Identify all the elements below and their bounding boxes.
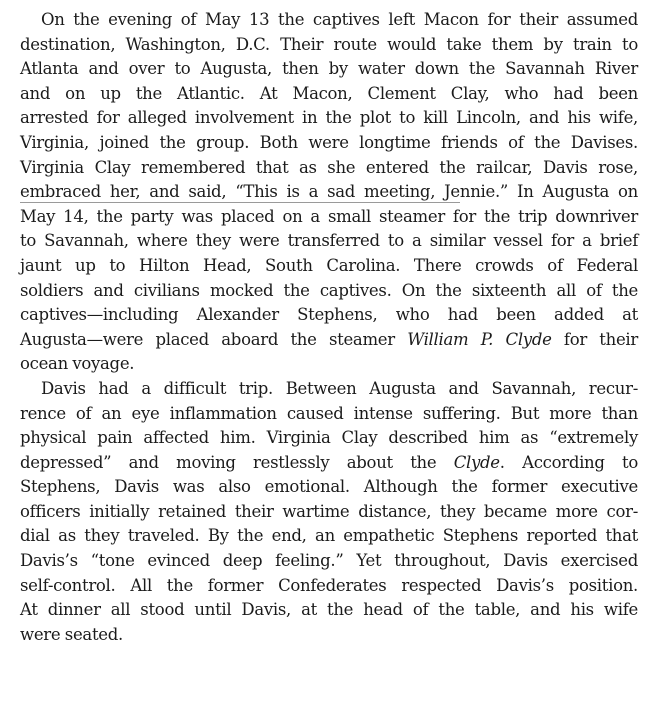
paragraph-1-line-11: jaunt up to Hilton Head, South Carolina. There crowds of Federal xyxy=(20,255,638,275)
paragraph-1-line-3: Atlanta and over to Augusta, then by water down the Savannah River xyxy=(20,59,638,79)
paragraph-2-line-2: rence of an eye inflammation caused intense suffering. But more than xyxy=(20,403,638,423)
paragraph-1 xyxy=(20,8,638,377)
paragraph-1-line-13: captives—including Alexander Stephens, who had been added at xyxy=(20,305,638,325)
paragraph-2-line-8: Davis’s “tone evinced deep feeling.” Yet throughout, Davis exercised xyxy=(20,551,638,571)
book-page-text xyxy=(20,8,638,647)
paragraph-2-line-3: physical pain affected him. Virginia Clay described him as “extremely xyxy=(20,428,638,448)
ship-name-italic: William P. Clyde xyxy=(407,329,552,349)
paragraph-1-line-9: May 14, the party was placed on a small steamer for the trip downriver xyxy=(20,206,638,226)
paragraph-2-line-10: At dinner all stood until Davis, at the head of the table, and his wife xyxy=(20,600,638,620)
line-4-start: depressed” and moving restlessly about the xyxy=(20,452,454,472)
paragraph-1-line-5: arrested for alleged involvement in the plot to kill Lincoln, and his wife, xyxy=(20,108,638,128)
paragraph-1-line-4: and on up the Atlantic. At Macon, Clement Clay, who had been xyxy=(20,83,638,103)
line-14-end: for their xyxy=(551,329,638,349)
paragraph-1-line-10: to Savannah, where they were transferred to a similar vessel for a brief xyxy=(20,231,638,251)
line-4-end: . According to xyxy=(499,452,638,472)
paragraph-1-last-line: ocean voyage. xyxy=(20,354,135,374)
paragraph-1-line-2: destination, Washington, D.C. Their route would take them by train to xyxy=(20,34,638,54)
paragraph-2-line-4 xyxy=(20,451,638,476)
paragraph-1-line-7: Virginia Clay remembered that as she entered the railcar, Davis rose, xyxy=(20,157,638,177)
paragraph-1-line-8: embraced her, and said, “This is a sad meeting, Jennie.” In Augusta on xyxy=(20,182,638,202)
paragraph-2-last-line: were seated. xyxy=(20,624,123,644)
clyde-italic: Clyde xyxy=(453,452,500,472)
paragraph-1-line-14 xyxy=(20,328,638,353)
paragraph-2-line-9: self-control. All the former Confederates respected Davis’s position. xyxy=(20,575,638,595)
paragraph-2 xyxy=(20,377,638,648)
line-14-start: Augusta—were placed aboard the steamer xyxy=(20,329,408,349)
paragraph-2-line-1: Davis had a difficult trip. Between Augusta and Savannah, recur- xyxy=(41,378,638,398)
paragraph-1-line-12: soldiers and civilians mocked the captives. On the sixteenth all of the xyxy=(20,280,638,300)
paragraph-2-line-5: Stephens, Davis was also emotional. Although the former executive xyxy=(20,477,638,497)
paragraph-1-line-1: On the evening of May 13 the captives left Macon for their assumed xyxy=(41,10,638,29)
paragraph-1-line-6: Virginia, joined the group. Both were longtime friends of the Davises. xyxy=(20,132,638,152)
paragraph-2-line-7: dial as they traveled. By the end, an empathetic Stephens reported that xyxy=(20,526,638,546)
paragraph-2-line-6: officers initially retained their wartime distance, they became more cor- xyxy=(20,501,638,521)
